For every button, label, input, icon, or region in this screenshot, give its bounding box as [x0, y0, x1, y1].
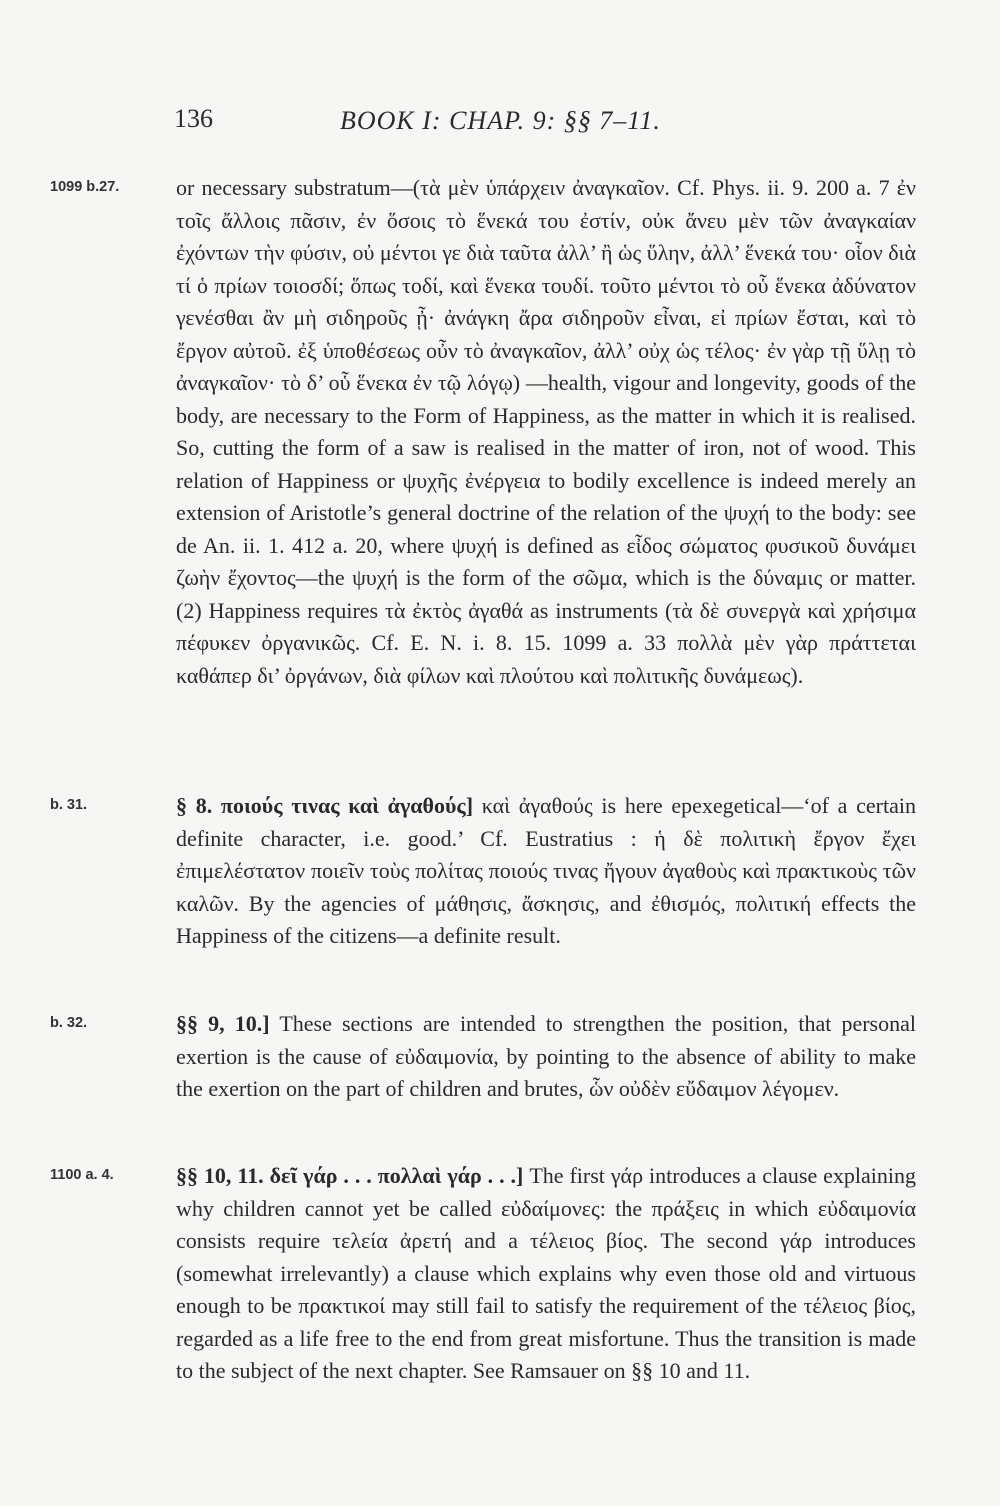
note-body: [176, 1008, 916, 1106]
running-head: BOOK I: CHAP. 9: §§ 7–11.: [340, 106, 661, 135]
lemma: § 8. ποιούς τινας καὶ ἀγαθούς]: [176, 793, 474, 818]
note-text: These sections are intended to strengthen the position, that personal exertion is the cause of εὐδαιμονία, by pointing to the absence of ability to make the exertion on the part of children and brutes, ὧν οὐδὲν εὔδαιμον λέγομεν.: [176, 1011, 916, 1101]
line-reference: b. 31.: [50, 797, 88, 813]
note-1100a4: [50, 1160, 930, 1388]
page-number: 136: [174, 104, 213, 133]
note-b31: [50, 790, 930, 953]
note-text: or necessary substratum—(τὰ μὲν ὑπάρχειν ἀναγκαῖον. Cf. Phys. ii. 9. 200 a. 7 ἐν τοῖς ἄλλοις πᾶσιν, ἐν ὅσοις τὸ ἕνεκά του ἐστίν, οὐκ ἄνευ μὲν τῶν ἀναγκαίαν ἐχόντων τὴν φύσιν, οὐ μέντοι γε διὰ ταῦτα ἀλλ’ ἢ ὡς ὕλην, ἀλλ’ ἕνεκά του· οἷον διὰ τί ὁ πρίων τοιοσδί; ὅπως τοδί, καὶ ἕνεκα τουδί. τοῦτο μέντοι τὸ οὗ ἕνεκα ἀδύνατον γενέσθαι ἂν μὴ σιδηροῦς ᾖ· ἀνάγκη ἄρα σιδηροῦν εἶναι, εἰ πρίων ἔσται, καὶ τὸ ἔργον αὐτοῦ. ἐξ ὑποθέσεως οὖν τὸ ἀναγκαῖον, ἀλλ’ οὐχ ὡς τέλος· ἐν γὰρ τῇ ὕλῃ τὸ ἀναγκαῖον· τὸ δ’ οὗ ἕνεκα ἐν τῷ λόγῳ) —health, vigour and longevity, goods of the body, are necessary to the Form of Happiness, as the matter in which it is realised. So, cutting the form of a saw is realised in the matter of iron, not of wood. This relation of Happiness or ψυχῆς ἐνέργεια to bodily excellence is indeed merely an extension of Aristotle’s general doctrine of the relation of the ψυχή to the body: see de An. ii. 1. 412 a. 20, where ψυχή is defined as εἶδος σώματος φυσικοῦ δυνάμει ζωὴν ἔχοντος—the ψυχή is the form of the σῶμα, which is the δύναμις or matter. (2) Happiness requires τὰ ἐκτὸς ἀγαθά as instruments (τὰ δὲ συνεργὰ καὶ χρήσιμα πέφυκεν ὀργανικῶς. Cf. E. N. i. 8. 15. 1099 a. 33 πολλὰ μὲν γὰρ πράττεται καθάπερ δι’ ὀργάνων, διὰ φίλων καὶ πλούτου καὶ πολιτικῆς δυνάμεως).: [176, 175, 916, 688]
note-1099b27: [50, 172, 930, 692]
note-b32: [50, 1008, 930, 1106]
line-reference: 1100 a. 4.: [50, 1167, 114, 1183]
page-header: [174, 104, 914, 144]
lemma: §§ 9, 10.]: [176, 1011, 270, 1036]
line-reference: 1099 b.27.: [50, 179, 120, 195]
note-body: [176, 1160, 916, 1388]
lemma: §§ 10, 11. δεῖ γάρ . . . πολλαὶ γάρ . . .]: [176, 1163, 524, 1188]
note-text: The first γάρ introduces a clause explaining why children cannot yet be called εὐδαίμονες: the πράξεις in which εὐδαιμονία consists require τελεία ἀρετή and a τέλειος βίος. The second γάρ introduces (somewhat irrelevantly) a clause which explains why even those old and virtuous enough to be πρακτικοί may still fail to satisfy the requirement of the τέλειος βίος, regarded as a life free to the end from great misfortune. Thus the transition is made to the subject of the next chapter. See Ramsauer on §§ 10 and 11.: [176, 1163, 917, 1383]
note-body: [176, 790, 916, 953]
note-body: [176, 172, 916, 692]
note-text: καὶ ἀγαθούς is here epexegetical—‘of a certain definite character, i.e. good.’ Cf. Eustratius : ἡ δὲ πολιτικὴ ἔργον ἔχει ἐπιμελέστατον ποιεῖν τοὺς πολίτας ποιούς τινας ἤγουν ἀγαθοὺς καὶ πρακτικοὺς τῶν καλῶν. By the agencies of μάθησις, ἄσκησις, and ἐθισμός, πολιτική effects the Happiness of the citizens—a definite result.: [176, 793, 916, 948]
line-reference: b. 32.: [50, 1015, 88, 1031]
